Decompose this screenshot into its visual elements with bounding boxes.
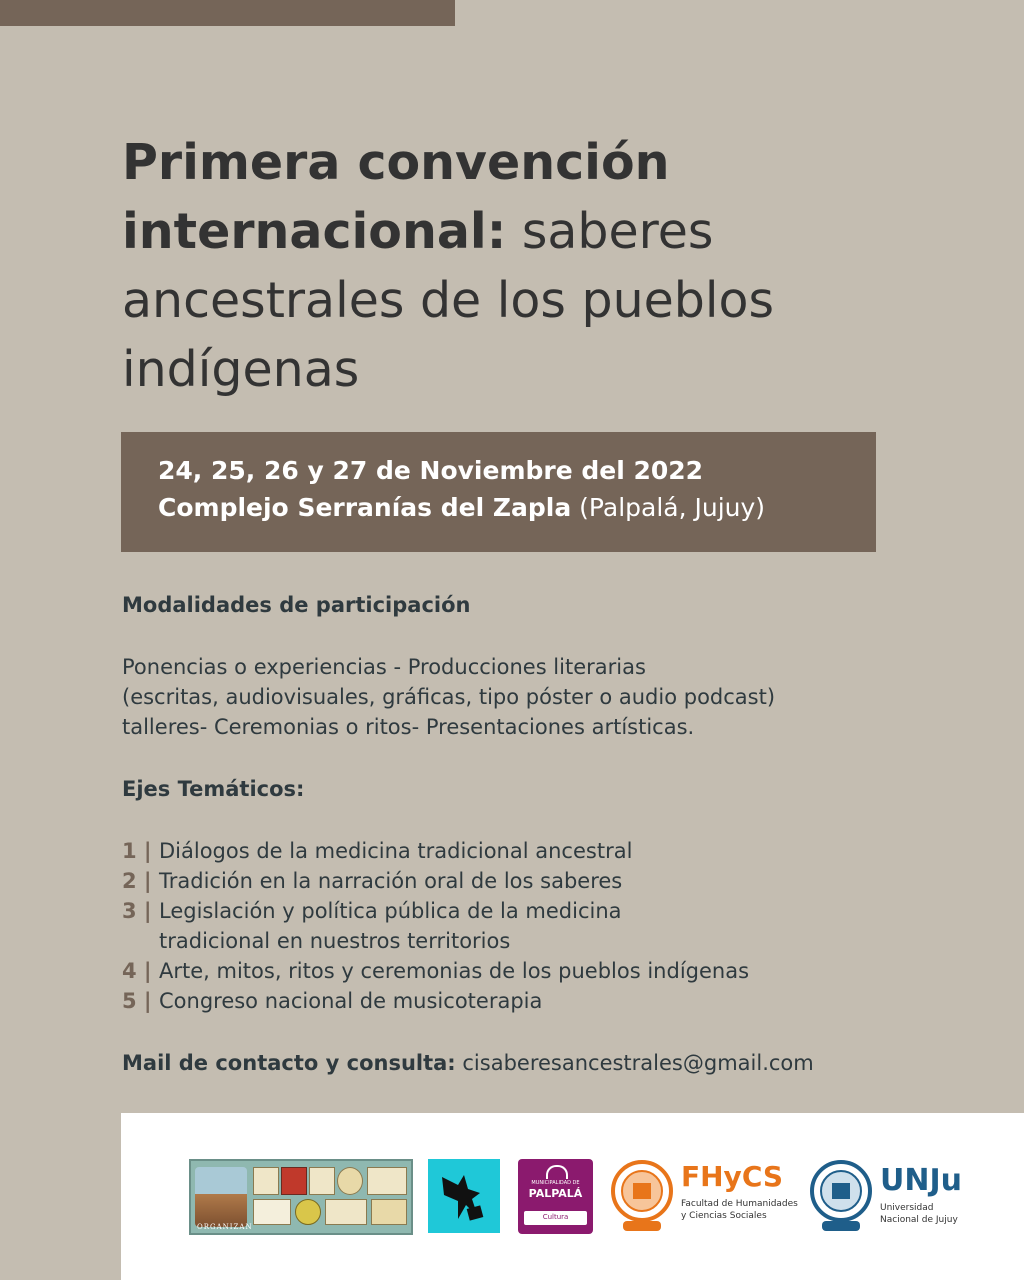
bird-icon	[428, 1159, 500, 1233]
title-regular: saberes ancestrales de los pueblos indígenas	[122, 203, 775, 398]
item-number: 5 |	[122, 989, 159, 1013]
fhycs-logo	[611, 1155, 801, 1239]
palpala-top: MUNICIPALIDAD DE	[531, 1180, 580, 1186]
title-bold: Primera convención internacional:	[122, 134, 670, 260]
main-content	[122, 588, 922, 1080]
palpala-mark	[546, 1165, 568, 1179]
logo-tile	[337, 1167, 363, 1195]
item-number: 3 |	[122, 899, 159, 923]
contact-email[interactable]: cisaberesancestrales@gmail.com	[455, 1051, 814, 1075]
modalidades-line: talleres- Ceremonias o ritos- Presentaciones artísticas.	[122, 715, 695, 739]
item-number: 4 |	[122, 959, 159, 983]
unju-seal-icon	[810, 1157, 872, 1237]
palpala-name: PALPALÁ	[528, 1187, 583, 1200]
sponsor-footer	[121, 1113, 1024, 1280]
logo-tile	[253, 1167, 279, 1195]
modalidades-line: (escritas, audiovisuales, gráficas, tipo póster o audio podcast)	[122, 685, 776, 709]
item-text: Congreso nacional de musicoterapia	[159, 989, 543, 1013]
logo-tile	[367, 1167, 407, 1195]
logo-tile	[309, 1167, 335, 1195]
bird-logo	[428, 1159, 500, 1233]
contact-label: Mail de contacto y consulta:	[122, 1051, 456, 1075]
event-title	[122, 128, 922, 404]
list-item	[122, 836, 922, 866]
fhycs-seal-icon	[611, 1157, 673, 1237]
item-text: Diálogos de la medicina tradicional ancestral	[159, 839, 633, 863]
logo-tile	[371, 1199, 407, 1225]
event-venue-line	[158, 489, 876, 526]
palpala-logo	[518, 1159, 593, 1234]
event-details-box	[121, 432, 876, 552]
logo-tile	[253, 1199, 291, 1225]
top-accent-bar	[0, 0, 455, 26]
modalidades-heading: Modalidades de participación	[122, 593, 471, 617]
item-number: 1 |	[122, 839, 159, 863]
organizan-logo-banner	[189, 1159, 413, 1235]
fhycs-name: FHyCS	[681, 1160, 784, 1193]
modalidades-line: Ponencias o experiencias - Producciones literarias	[122, 655, 646, 679]
palpala-sub: Cultura	[542, 1213, 569, 1221]
ejes-list	[122, 836, 922, 1016]
list-item	[122, 956, 922, 986]
unju-line1: Universidad	[880, 1203, 934, 1213]
list-item	[122, 896, 922, 956]
list-item	[122, 986, 922, 1016]
logo-tile	[281, 1167, 307, 1195]
contact-line	[122, 1046, 922, 1080]
fhycs-line1: Facultad de Humanidades	[681, 1199, 798, 1209]
item-text: Arte, mitos, ritos y ceremonias de los pueblos indígenas	[159, 959, 750, 983]
unju-line2: Nacional de Jujuy	[880, 1215, 958, 1225]
logo-tile	[295, 1199, 321, 1225]
event-dates-line	[158, 452, 876, 489]
event-dates: 24, 25, 26 y 27 de Noviembre del 2022	[158, 456, 704, 485]
unju-name: UNJu	[880, 1163, 962, 1198]
list-item	[122, 866, 922, 896]
ejes-heading: Ejes Temáticos:	[122, 777, 305, 801]
item-number: 2 |	[122, 869, 159, 893]
event-location: (Palpalá, Jujuy)	[571, 493, 766, 522]
unju-logo	[810, 1155, 990, 1239]
landscape-image	[195, 1167, 247, 1227]
fhycs-line2: y Ciencias Sociales	[681, 1211, 767, 1221]
item-text: Tradición en la narración oral de los saberes	[159, 869, 623, 893]
organizan-caption: ORGANIZAN	[197, 1223, 253, 1231]
event-venue: Complejo Serranías del Zapla	[158, 493, 572, 522]
logo-tile	[325, 1199, 367, 1225]
item-text: Legislación y política pública de la medicina tradicional en nuestros territorios	[159, 899, 622, 953]
